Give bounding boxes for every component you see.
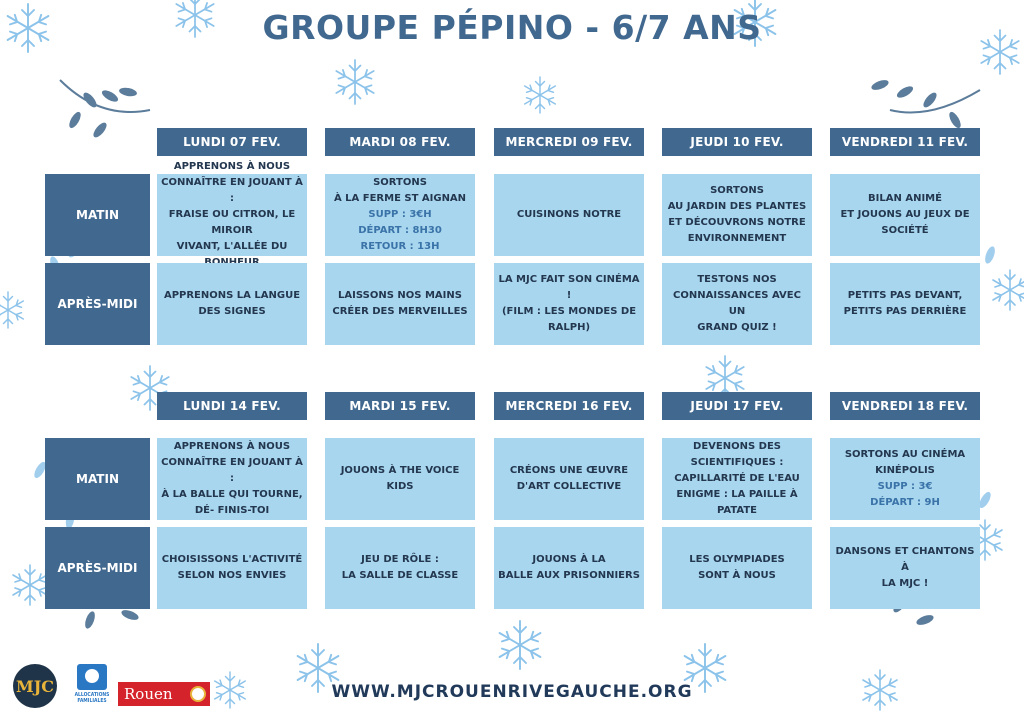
activity-line: À LA BALLE QUI TOURNE,: [161, 489, 303, 500]
afternoon-activity-cell: [494, 527, 644, 609]
activity-line: CONNAÎTRE EN JOUANT À :: [161, 457, 303, 484]
activity-line: DÉ- FINIS-TOI: [194, 505, 270, 516]
snowflake-icon: [0, 292, 23, 328]
day-header: JEUDI 10 FEV.: [662, 128, 812, 156]
morning-activity-cell: [157, 161, 307, 256]
activity-line: APPRENONS À NOUS: [173, 161, 291, 172]
activity-line: PETITS PAS DEVANT,: [847, 290, 963, 301]
activity-line: DÉPART : 8H30: [358, 225, 442, 236]
activity-line: (FILM : LES MONDES DE: [501, 306, 637, 317]
snowflake-icon: [336, 60, 373, 104]
activity-line: SORTONS: [373, 177, 427, 188]
afternoon-activity-cell: [325, 263, 475, 345]
activity-line: GRAND QUIZ !: [697, 322, 777, 333]
activity-line: LA MJC FAIT SON CINÉMA !: [498, 274, 640, 301]
day-header: LUNDI 07 FEV.: [157, 128, 307, 156]
activity-line: FRAISE OU CITRON, LE MIROIR: [168, 209, 296, 236]
row-label-afternoon: APRÈS-MIDI: [45, 527, 150, 609]
activity-line: LAISSONS NOS MAINS: [338, 290, 462, 301]
activity-line: RALPH): [547, 322, 591, 333]
row-label-morning: MATIN: [45, 438, 150, 520]
activity-line: KINÉPOLIS: [875, 465, 935, 476]
activity-line: SORTONS: [710, 185, 764, 196]
activity-line: SOCIÉTÉ: [881, 225, 929, 236]
morning-activity-cell: [830, 174, 980, 256]
activity-line: DES SIGNES: [198, 306, 266, 317]
afternoon-activity-cell: [157, 263, 307, 345]
afternoon-activity-cell: [157, 527, 307, 609]
snowflake-icon: [13, 565, 47, 605]
page-title: GROUPE PÉPINO - 6/7 ANS: [262, 8, 762, 47]
activity-line: ET DÉCOUVRONS NOTRE: [668, 217, 806, 228]
activity-line: ET JOUONS AU JEUX DE: [840, 209, 970, 220]
activity-line: SCIENTIFIQUES :: [690, 457, 784, 468]
activity-line: D'ART COLLECTIVE: [516, 481, 622, 492]
activity-line: CHOISISSONS L'ACTIVITÉ: [161, 554, 303, 565]
afternoon-activity-cell: [830, 263, 980, 345]
leaves-top-right: [870, 78, 980, 130]
activity-line: JEU DE RÔLE :: [361, 554, 439, 565]
activity-line: CRÉER DES MERVEILLES: [332, 306, 468, 317]
morning-activity-cell: [325, 174, 475, 256]
activity-line: JOUONS À LA: [532, 554, 606, 565]
mjc-logo: MJC: [13, 664, 57, 708]
row-label-afternoon: APRÈS-MIDI: [45, 263, 150, 345]
activity-line: CONNAISSANCES AVEC UN: [673, 290, 801, 317]
activity-line: AU JARDIN DES PLANTES: [667, 201, 807, 212]
day-header: MARDI 15 FEV.: [325, 392, 475, 420]
day-header: MERCREDI 09 FEV.: [494, 128, 644, 156]
activity-line: LA MJC !: [881, 578, 929, 589]
activity-line: SONT À NOUS: [698, 570, 776, 581]
activity-line: ENIGME : LA PAILLE À PATATE: [676, 489, 798, 516]
website-url[interactable]: WWW.MJCROUENRIVEGAUCHE.ORG: [331, 682, 693, 702]
caf-logo: ALLOCATIONS FAMILIALES: [70, 664, 114, 710]
snowflake-icon: [993, 270, 1024, 310]
activity-line: SUPP : 3€: [877, 481, 933, 492]
activity-line: DEVENONS DES: [693, 441, 781, 452]
leaves-top-left: [60, 80, 150, 139]
day-header: JEUDI 17 FEV.: [662, 392, 812, 420]
activity-line: APPRENONS À NOUS: [173, 441, 291, 452]
afternoon-activity-cell: [830, 527, 980, 609]
morning-activity-cell: [325, 438, 475, 520]
afternoon-activity-cell: [325, 527, 475, 609]
day-header: VENDREDI 11 FEV.: [830, 128, 980, 156]
snowflake-icon: [500, 621, 541, 669]
afternoon-activity-cell: [494, 263, 644, 345]
activity-line: CUISINONS NOTRE: [516, 209, 622, 220]
day-header: VENDREDI 18 FEV.: [830, 392, 980, 420]
afternoon-activity-cell: [662, 263, 812, 345]
activity-line: CONNAÎTRE EN JOUANT À :: [161, 177, 303, 204]
activity-line: SUPP : 3€H: [368, 209, 432, 220]
activity-line: DANSONS ET CHANTONS À: [835, 546, 975, 573]
day-header: MERCREDI 16 FEV.: [494, 392, 644, 420]
morning-activity-cell: [662, 438, 812, 520]
activity-line: ENVIRONNEMENT: [687, 233, 787, 244]
activity-line: SELON NOS ENVIES: [177, 570, 287, 581]
day-header: MARDI 08 FEV.: [325, 128, 475, 156]
rouen-logo: Rouen: [118, 682, 210, 706]
activity-line: À LA FERME ST AIGNAN: [333, 193, 467, 204]
row-label-morning: MATIN: [45, 174, 150, 256]
morning-activity-cell: [662, 174, 812, 256]
activity-line: CRÉONS UNE ŒUVRE: [509, 465, 629, 476]
activity-line: BALLE AUX PRISONNIERS: [498, 570, 640, 581]
activity-line: RETOUR : 13H: [360, 241, 440, 252]
morning-activity-cell: [494, 438, 644, 520]
activity-line: APPRENONS LA LANGUE: [163, 290, 301, 301]
activity-line: PETITS PAS DERRIÈRE: [843, 306, 967, 317]
activity-line: CAPILLARITÉ DE L'EAU: [674, 473, 800, 484]
morning-activity-cell: [494, 174, 644, 256]
activity-line: LA SALLE DE CLASSE: [341, 570, 459, 581]
activity-line: SORTONS AU CINÉMA: [844, 449, 966, 460]
activity-line: TESTONS NOS: [697, 274, 777, 285]
activity-line: DÉPART : 9H: [870, 497, 940, 508]
afternoon-activity-cell: [662, 527, 812, 609]
morning-activity-cell: [830, 438, 980, 520]
activity-line: JOUONS À THE VOICE KIDS: [340, 465, 460, 492]
activity-line: BILAN ANIMÉ: [868, 193, 942, 204]
activity-line: LES OLYMPIADES: [689, 554, 785, 565]
morning-activity-cell: [157, 438, 307, 520]
activity-line: VIVANT, L'ALLÉE DU: [176, 241, 288, 252]
day-header: LUNDI 14 FEV.: [157, 392, 307, 420]
snowflake-icon: [525, 77, 556, 113]
